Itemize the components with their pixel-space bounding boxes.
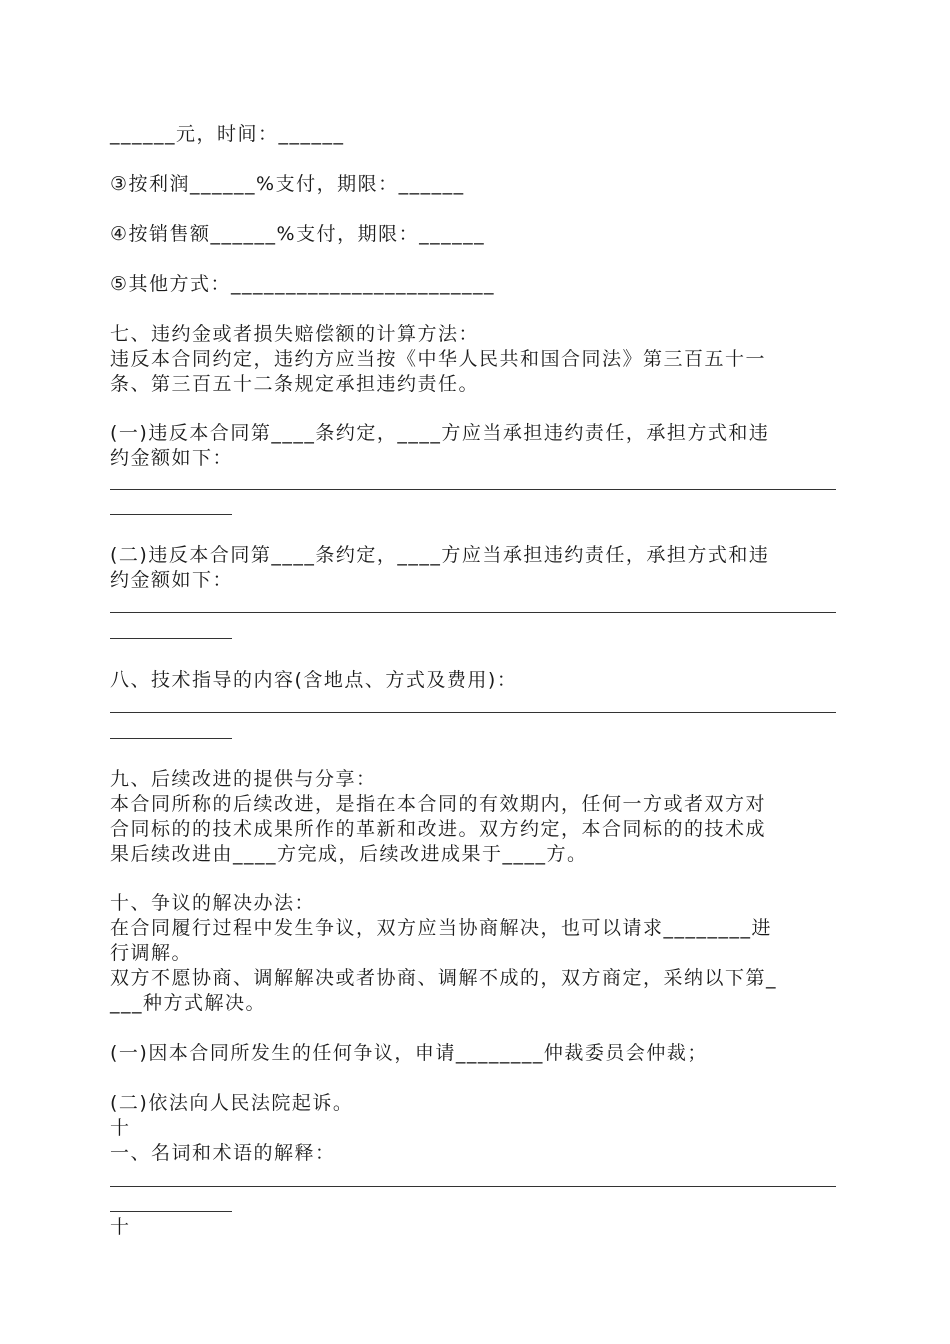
blank-line — [110, 514, 232, 515]
section-9-text-1: 本合同所称的后续改进，是指在本合同的有效期内，任何一方或者双方对 — [110, 793, 767, 815]
section-10-text-2: 行调解。 — [110, 942, 193, 964]
section-11-number: 十 — [110, 1117, 131, 1139]
section-10-heading: 十、争议的解决办法： — [110, 892, 316, 914]
payment-amount-line: ______元，时间：______ — [110, 123, 345, 145]
blank-line — [110, 612, 836, 613]
clause-2-line-1: (二)违反本合同第____条约定，____方应当承担违约责任，承担方式和违 — [110, 544, 770, 566]
litigation-option: (二)依法向人民法院起诉。 — [110, 1092, 354, 1114]
blank-line — [110, 489, 836, 490]
clause-1-line-1: (一)违反本合同第____条约定，____方应当承担违约责任，承担方式和违 — [110, 422, 770, 444]
section-9-text-3: 果后续改进由____方完成，后续改进成果于____方。 — [110, 843, 588, 865]
sales-share-line: ④按销售额______%支付，期限：______ — [110, 223, 486, 245]
section-10-text-1: 在合同履行过程中发生争议，双方应当协商解决，也可以请求________进 — [110, 917, 773, 939]
section-10-text-3: 双方不愿协商、调解解决或者协商、调解不成的，双方商定，采纳以下第_ — [110, 967, 778, 989]
section-11-heading: 一、名词和术语的解释： — [110, 1142, 336, 1164]
arbitration-option: (一)因本合同所发生的任何争议，申请________仲裁委员会仲裁； — [110, 1042, 708, 1064]
section-8-heading: 八、技术指导的内容(含地点、方式及费用)： — [110, 669, 518, 691]
section-9-heading: 九、后续改进的提供与分享： — [110, 768, 377, 790]
section-7-heading: 七、违约金或者损失赔偿额的计算方法： — [110, 323, 480, 345]
other-method-line: ⑤其他方式：________________________ — [110, 273, 496, 295]
clause-2-line-2: 约金额如下： — [110, 569, 234, 591]
section-12-number: 十 — [110, 1216, 131, 1238]
section-7-text-1: 违反本合同约定，违约方应当按《中华人民共和国合同法》第三百五十一 — [110, 348, 767, 370]
blank-line — [110, 638, 232, 639]
clause-1-line-2: 约金额如下： — [110, 447, 234, 469]
blank-line — [110, 1211, 232, 1212]
section-7-text-2: 条、第三百五十二条规定承担违约责任。 — [110, 373, 480, 395]
blank-line — [110, 1186, 836, 1187]
section-9-text-2: 合同标的的技术成果所作的革新和改进。双方约定，本合同标的的技术成 — [110, 818, 767, 840]
blank-line — [110, 738, 232, 739]
section-10-text-4: ___种方式解决。 — [110, 992, 267, 1014]
blank-line — [110, 712, 836, 713]
profit-share-line: ③按利润______%支付，期限：______ — [110, 173, 465, 195]
